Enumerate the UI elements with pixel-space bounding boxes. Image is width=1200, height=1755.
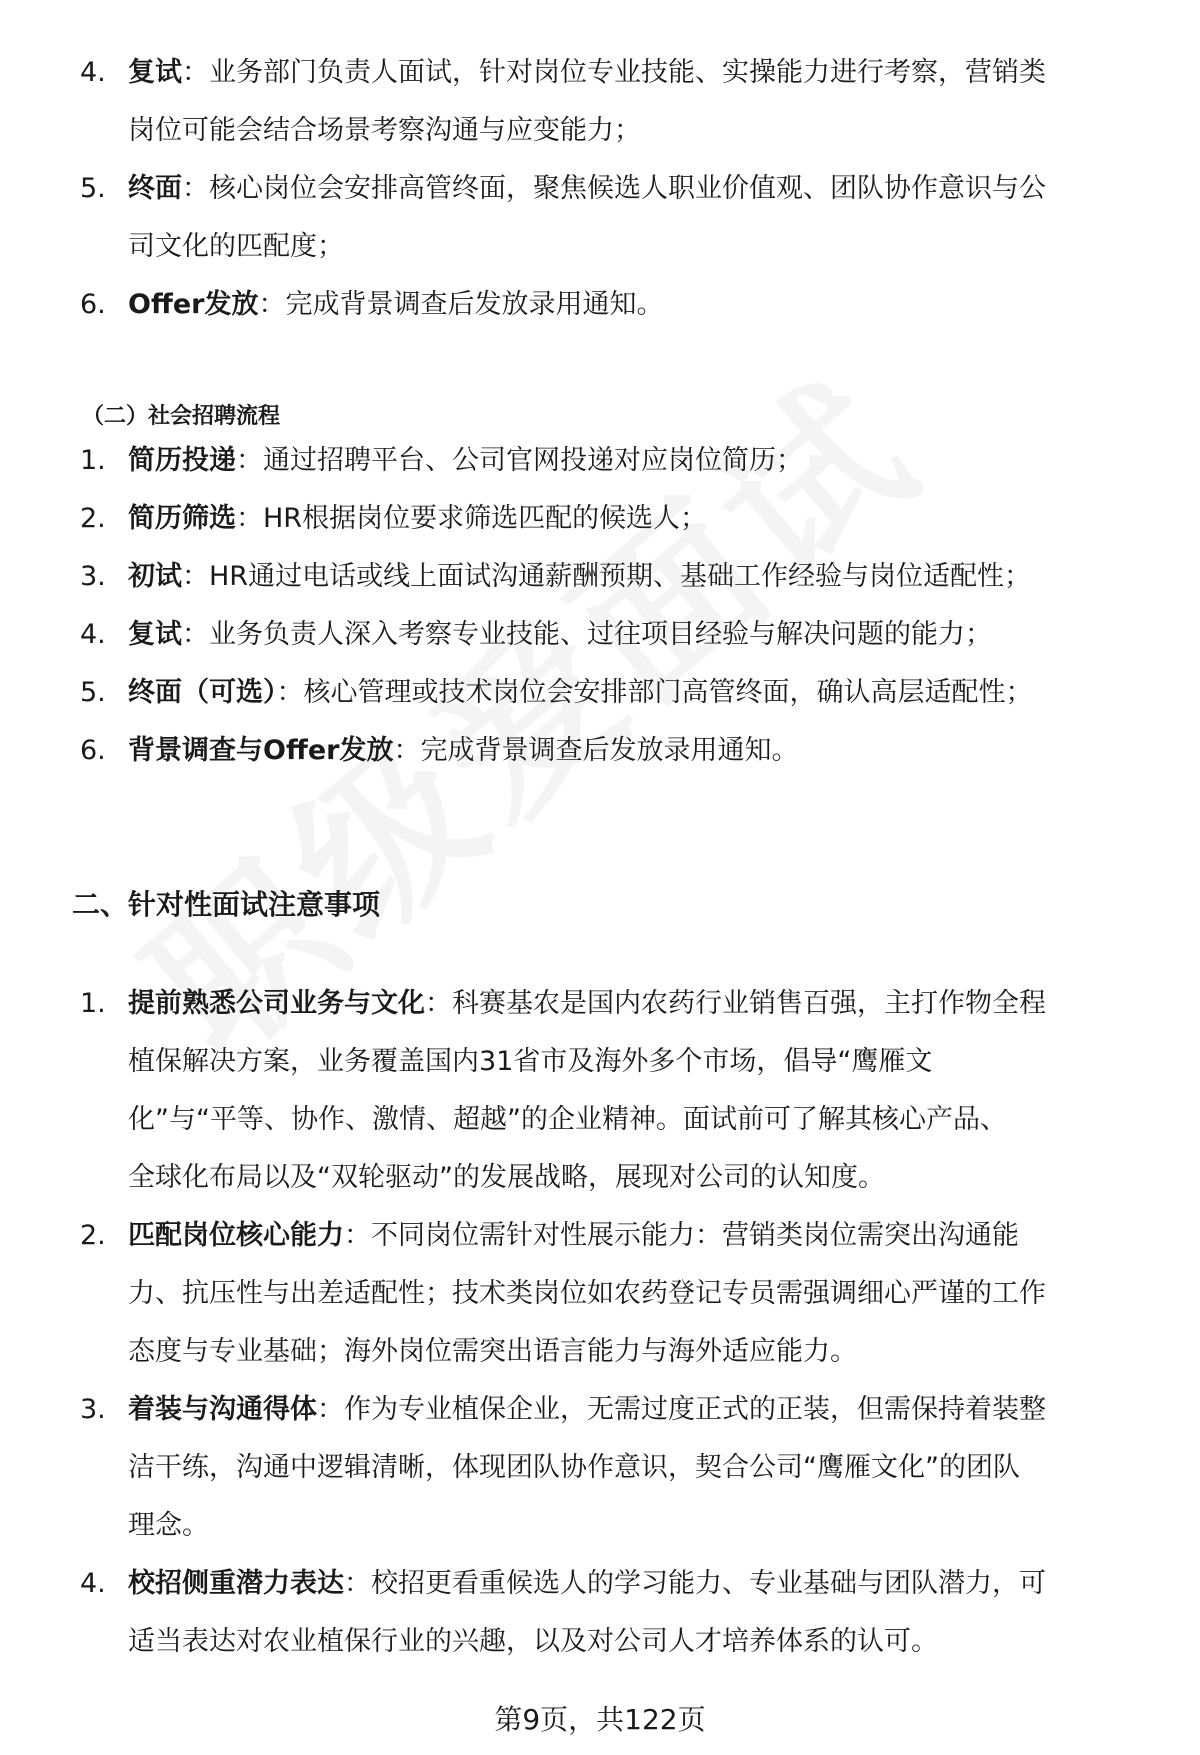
list-item-line xyxy=(128,1149,1153,1207)
list-item-body: 通过招聘平台、公司官网投递对应岗位简历； xyxy=(263,445,803,476)
list-item-number: 6. xyxy=(80,289,106,320)
list-item-line xyxy=(128,1091,1153,1149)
list-item-separator: ： xyxy=(258,289,286,320)
list-item-title: 终面 xyxy=(128,173,182,204)
list-item-body: 态度与专业基础；海外岗位需突出语言能力与海外适应能力。 xyxy=(128,1336,857,1367)
list-item-body: 力、抗压性与出差适配性；技术类岗位如农药登记专员需强调细心严谨的工作 xyxy=(128,1278,1046,1309)
list-item-separator: ： xyxy=(317,1394,344,1425)
list-item-body: 洁干练，沟通中逻辑清晰，体现团队协作意识，契合公司“鹰雁文化”的团队 xyxy=(128,1452,1020,1483)
list-item-text xyxy=(128,1207,1153,1381)
list-item-text xyxy=(128,664,1153,722)
list-item-body: 植保解决方案，业务覆盖国内31省市及海外多个市场，倡导“鹰雁文 xyxy=(128,1046,933,1077)
list-item-line xyxy=(128,1439,1153,1497)
list-item-body: 完成背景调查后发放录用通知。 xyxy=(285,289,664,320)
list-item-body: 业务负责人深入考察专业技能、过往项目经验与解决问题的能力； xyxy=(209,619,992,650)
list-item-line xyxy=(128,102,1153,160)
list-item-title: 提前熟悉公司业务与文化 xyxy=(128,988,425,1019)
list-item-text xyxy=(128,432,1153,490)
page-footer: 第9页，共122页 xyxy=(494,1703,706,1736)
list-item-text xyxy=(128,160,1153,276)
list-item-number: 4. xyxy=(80,619,106,650)
list-item-body: 作为专业植保企业，无需过度正式的正装，但需保持着装整 xyxy=(344,1394,1046,1425)
list-item-number: 5. xyxy=(80,173,106,204)
list-item-number: 4. xyxy=(80,57,106,88)
list-item-text xyxy=(128,490,1153,548)
list-item-number: 1. xyxy=(80,988,106,1019)
list-item-title: 初试 xyxy=(128,561,182,592)
list-item-body: 科赛基农是国内农药行业销售百强，主打作物全程 xyxy=(452,988,1046,1019)
list-item-text xyxy=(128,722,1153,780)
list-item-line xyxy=(128,664,1153,722)
list-item-number: 4. xyxy=(80,1568,106,1599)
list-item-separator: ： xyxy=(236,445,263,476)
list-item-separator: ： xyxy=(236,503,263,534)
list-item-line xyxy=(128,44,1153,102)
section-subheading: （二）社会招聘流程 xyxy=(82,404,281,429)
list-item-title: 终面（可选） xyxy=(128,677,277,708)
list-item-line xyxy=(128,432,1153,490)
list-item-text xyxy=(128,44,1153,160)
list-item-line xyxy=(128,1323,1153,1381)
list-item-separator: ： xyxy=(276,677,304,708)
list-item-separator: ： xyxy=(344,1568,371,1599)
list-item-line xyxy=(128,606,1153,664)
list-item-body: HR通过电话或线上面试沟通薪酬预期、基础工作经验与岗位适配性； xyxy=(209,561,1032,592)
list-item-body: 核心岗位会安排高管终面，聚焦候选人职业价值观、团队协作意识与公 xyxy=(209,173,1046,204)
list-item-line xyxy=(128,1613,1153,1671)
list-item-body: 岗位可能会结合场景考察沟通与应变能力； xyxy=(128,115,641,146)
list-item-number: 5. xyxy=(80,677,106,708)
list-item-separator: ： xyxy=(182,173,209,204)
list-item-separator: ： xyxy=(182,57,209,88)
list-item-line xyxy=(128,1207,1153,1265)
list-item-title: 着装与沟通得体 xyxy=(128,1394,317,1425)
list-item-body: 化”与“平等、协作、激情、超越”的企业精神。面试前可了解其核心产品、 xyxy=(128,1104,1007,1135)
list-item-number: 3. xyxy=(80,561,106,592)
list-item-separator: ： xyxy=(182,561,209,592)
list-item-separator: ： xyxy=(393,735,421,766)
list-item-title: Offer发放 xyxy=(128,289,259,320)
list-item-text xyxy=(128,276,1153,334)
list-item-body: 业务部门负责人面试，针对岗位专业技能、实操能力进行考察，营销类 xyxy=(209,57,1046,88)
list-item-body: 司文化的匹配度； xyxy=(128,231,344,262)
list-item-body: 全球化布局以及“双轮驱动”的发展战略，展现对公司的认知度。 xyxy=(128,1162,885,1193)
list-item-number: 2. xyxy=(80,503,106,534)
list-item-separator: ： xyxy=(344,1220,371,1251)
list-item-line xyxy=(128,1381,1153,1439)
list-item-text xyxy=(128,975,1153,1207)
list-item-body: 适当表达对农业植保行业的兴趣，以及对公司人才培养体系的认可。 xyxy=(128,1626,938,1657)
list-item-text xyxy=(128,1555,1153,1671)
list-item-line xyxy=(128,276,1153,334)
list-item-line xyxy=(128,975,1153,1033)
list-item-line xyxy=(128,722,1153,780)
list-item-text xyxy=(128,1381,1153,1555)
list-item-title: 简历筛选 xyxy=(128,503,236,534)
list-item-separator: ： xyxy=(182,619,209,650)
list-item-number: 1. xyxy=(80,445,106,476)
list-item-line xyxy=(128,490,1153,548)
list-item-body: 核心管理或技术岗位会安排部门高管终面，确认高层适配性； xyxy=(303,677,1033,708)
list-item-title: 背景调查与Offer发放 xyxy=(128,735,394,766)
section-heading: 二、针对性面试注意事项 xyxy=(72,888,381,921)
list-item-body: HR根据岗位要求筛选匹配的候选人； xyxy=(263,503,708,534)
list-item-text xyxy=(128,548,1153,606)
list-item-body: 理念。 xyxy=(128,1510,209,1541)
list-item-line xyxy=(128,1033,1153,1091)
list-item-title: 复试 xyxy=(128,619,182,650)
list-item-line xyxy=(128,1555,1153,1613)
list-item-number: 2. xyxy=(80,1220,106,1251)
list-item-separator: ： xyxy=(425,988,452,1019)
list-item-title: 复试 xyxy=(128,57,182,88)
list-item-line xyxy=(128,218,1153,276)
list-item-number: 3. xyxy=(80,1394,106,1425)
list-item-body: 校招更看重候选人的学习能力、专业基础与团队潜力，可 xyxy=(371,1568,1046,1599)
list-item-line xyxy=(128,1497,1153,1555)
list-item-body: 完成背景调查后发放录用通知。 xyxy=(420,735,799,766)
list-item-body: 不同岗位需针对性展示能力：营销类岗位需突出沟通能 xyxy=(371,1220,1019,1251)
list-item-title: 简历投递 xyxy=(128,445,236,476)
list-item-line xyxy=(128,548,1153,606)
list-item-number: 6. xyxy=(80,735,106,766)
list-item-text xyxy=(128,606,1153,664)
list-item-line xyxy=(128,160,1153,218)
list-item-title: 校招侧重潜力表达 xyxy=(128,1568,344,1599)
list-item-title: 匹配岗位核心能力 xyxy=(128,1220,344,1251)
list-item-line xyxy=(128,1265,1153,1323)
